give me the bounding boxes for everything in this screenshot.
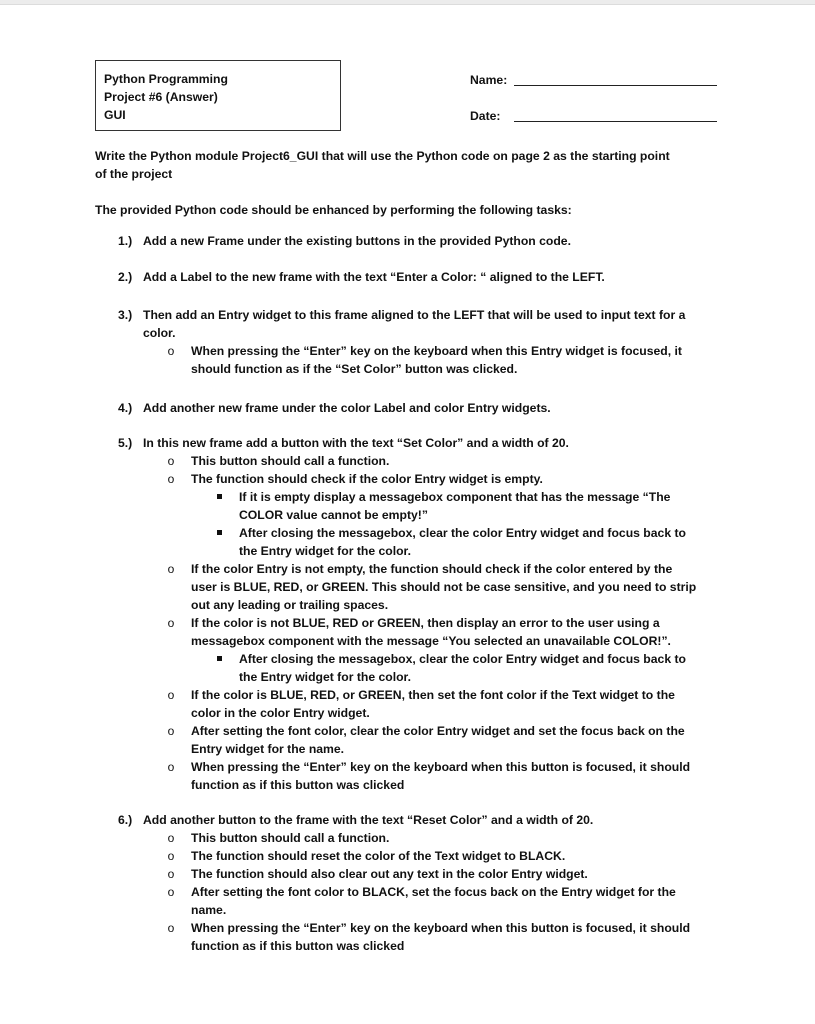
task-5-bullet-1: This button should call a function. (191, 454, 390, 468)
task-5-bullet-4-line-1: If the color is not BLUE, RED or GREEN, then display an error to the user using a (191, 616, 660, 630)
circle-bullet: o (167, 344, 175, 358)
task-4-number: 4.) (118, 401, 133, 415)
task-5-bullet-2: The function should check if the color Entry widget is empty. (191, 472, 543, 486)
task-5-bullet-4-line-2: messagebox component with the message “You selected an unavailable COLOR!”. (191, 634, 671, 648)
circle-bullet: o (167, 454, 175, 468)
task-5-bullet-5-line-1: If the color is BLUE, RED, or GREEN, then set the font color if the Text widget to the (191, 688, 675, 702)
date-field (470, 109, 500, 123)
header-box (95, 60, 341, 131)
intro-line-1: Write the Python module Project6_GUI that will use the Python code on page 2 as the starting point (95, 149, 670, 163)
square-bullet (217, 530, 222, 535)
task-5-bullet-3-line-3: out any leading or trailing spaces. (191, 598, 389, 612)
task-6-bullet-1: This button should call a function. (191, 831, 390, 845)
name-label: Name: (470, 73, 508, 87)
circle-bullet: o (167, 885, 175, 899)
task-6-bullet-4-line-1: After setting the font color to BLACK, set the focus back on the Entry widget for the (191, 885, 676, 899)
task-3-bullet-1-line-2: should function as if the “Set Color” button was clicked. (191, 362, 518, 376)
date-label: Date: (470, 109, 501, 123)
task-5-subbullet-3-line-1: After closing the messagebox, clear the color Entry widget and focus back to (239, 652, 686, 666)
task-6-bullet-5-line-1: When pressing the “Enter” key on the keyboard when this button is focused, it should (191, 921, 691, 935)
intro-line-2: of the project (95, 167, 173, 181)
circle-bullet: o (167, 688, 175, 702)
date-blank-line (514, 121, 717, 122)
task-5-subbullet-1-line-1: If it is empty display a messagebox component that has the message “The (239, 490, 671, 504)
task-3-bullet-1-line-1: When pressing the “Enter” key on the keyboard when this Entry widget is focused, it (191, 344, 682, 358)
task-5-subbullet-3-line-2: the Entry widget for the color. (239, 670, 411, 684)
task-2-text: Add a Label to the new frame with the text “Enter a Color: “ aligned to the LEFT. (143, 270, 605, 284)
task-5-bullet-7-line-2: function as if this button was clicked (191, 778, 405, 792)
circle-bullet: o (167, 760, 175, 774)
tasks-intro: The provided Python code should be enhanced by performing the following tasks: (95, 203, 572, 217)
task-5-subbullet-2-line-1: After closing the messagebox, clear the color Entry widget and focus back to (239, 526, 686, 540)
course-title: Python Programming (104, 72, 228, 86)
name-field (470, 73, 507, 87)
task-5-bullet-3-line-1: If the color Entry is not empty, the function should check if the color entered by the (191, 562, 673, 576)
task-5-bullet-6-line-2: Entry widget for the name. (191, 742, 345, 756)
task-5-subbullet-2-line-2: the Entry widget for the color. (239, 544, 411, 558)
task-5-bullet-7-line-1: When pressing the “Enter” key on the keyboard when this button is focused, it should (191, 760, 691, 774)
task-6-number: 6.) (118, 813, 133, 827)
task-5-subbullet-1-line-2: COLOR value cannot be empty!” (239, 508, 428, 522)
topic-title: GUI (104, 108, 126, 122)
task-1-text: Add a new Frame under the existing buttons in the provided Python code. (143, 234, 571, 248)
task-6-text: Add another button to the frame with the text “Reset Color” and a width of 20. (143, 813, 594, 827)
task-2-number: 2.) (118, 270, 133, 284)
task-6-bullet-5-line-2: function as if this button was clicked (191, 939, 405, 953)
task-3-text-line-1: Then add an Entry widget to this frame aligned to the LEFT that will be used to input text for a (143, 308, 686, 322)
project-title: Project #6 (Answer) (104, 90, 218, 104)
circle-bullet: o (167, 472, 175, 486)
task-5-bullet-6-line-1: After setting the font color, clear the color Entry widget and set the focus back on the (191, 724, 685, 738)
task-6-bullet-3: The function should also clear out any text in the color Entry widget. (191, 867, 588, 881)
task-5-number: 5.) (118, 436, 133, 450)
circle-bullet: o (167, 724, 175, 738)
task-5-text: In this new frame add a button with the text “Set Color” and a width of 20. (143, 436, 569, 450)
circle-bullet: o (167, 831, 175, 845)
task-6-bullet-4-line-2: name. (191, 903, 227, 917)
task-5-bullet-3-line-2: user is BLUE, RED, or GREEN. This should not be case sensitive, and you need to strip (191, 580, 697, 594)
circle-bullet: o (167, 849, 175, 863)
task-6-bullet-2: The function should reset the color of the Text widget to BLACK. (191, 849, 566, 863)
square-bullet (217, 494, 222, 499)
task-1-number: 1.) (118, 234, 133, 248)
circle-bullet: o (167, 921, 175, 935)
task-5-bullet-5-line-2: color in the color Entry widget. (191, 706, 370, 720)
circle-bullet: o (167, 562, 175, 576)
circle-bullet: o (167, 616, 175, 630)
square-bullet (217, 656, 222, 661)
name-blank-line (514, 85, 717, 86)
task-4-text: Add another new frame under the color Label and color Entry widgets. (143, 401, 551, 415)
task-3-number: 3.) (118, 308, 133, 322)
task-3-text-line-2: color. (143, 326, 176, 340)
circle-bullet: o (167, 867, 175, 881)
